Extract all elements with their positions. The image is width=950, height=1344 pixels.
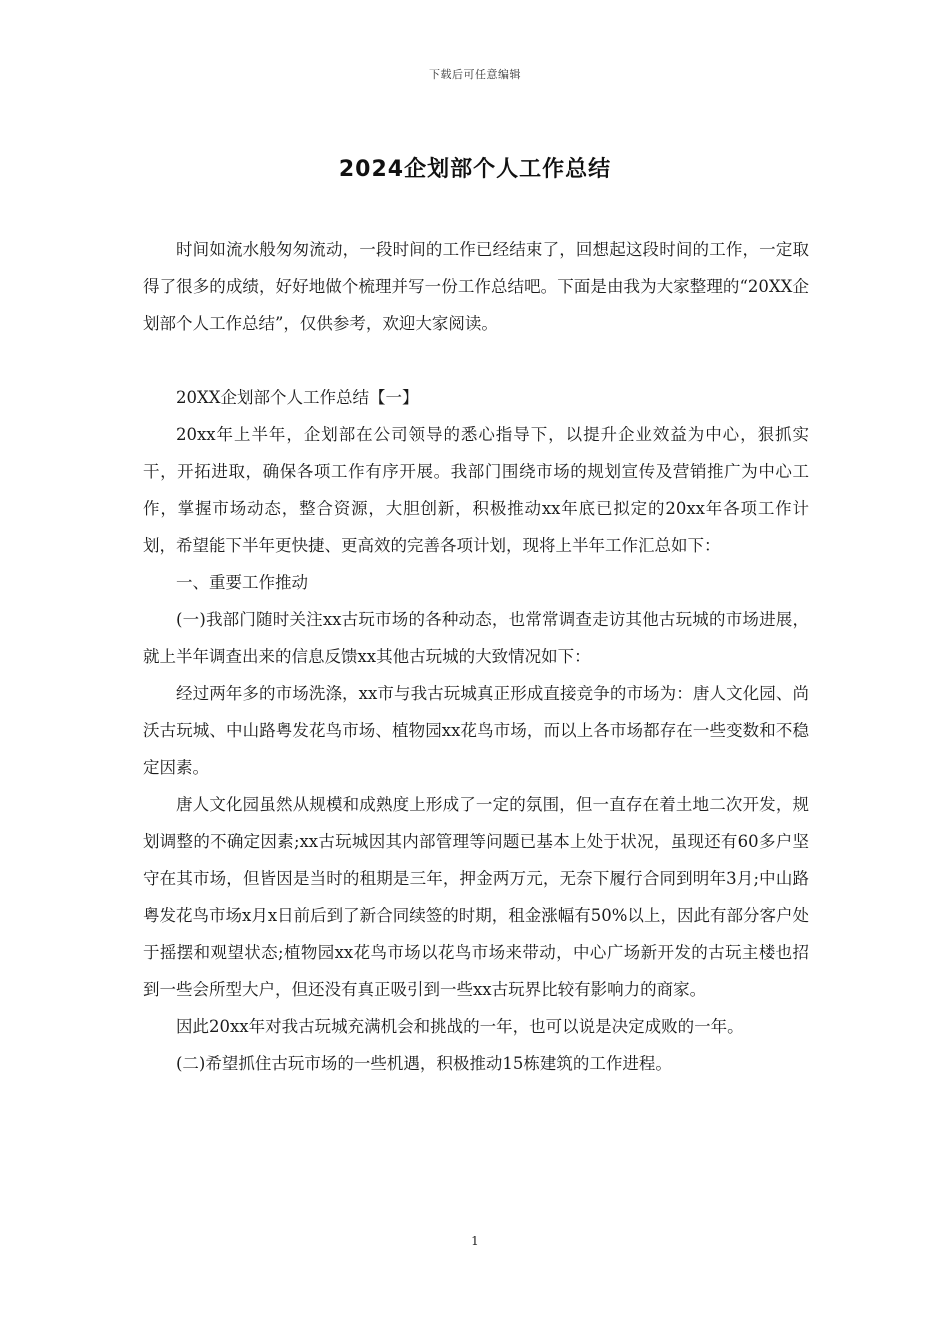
subsection-heading: 一、重要工作推动 xyxy=(176,573,308,592)
intro-paragraph: 时间如流水般匆匆流动，一段时间的工作已经结束了，回想起这段时间的工作，一定取得了很多的成绩，好好地做个梳理并写一份工作总结吧。下面是由我为大家整理的“20XX企划部个人工作总结”，仅供参考，欢迎大家阅读。 xyxy=(143,240,809,333)
page-number: 1 xyxy=(471,1234,479,1248)
body-paragraph: (二)希望抓住古玩市场的一些机遇，积极推动15栋建筑的工作进程。 xyxy=(176,1054,672,1073)
body-paragraph: 唐人文化园虽然从规模和成熟度上形成了一定的氛围，但一直存在着土地二次开发，规划调整的不确定因素;xx古玩城因其内部管理等问题已基本上处于状况，虽现还有60多户坚守在其市场，但皆因是当时的租期是三年，押金两万元，无奈下履行合同到明年3月;中山路粤发花鸟市场x月x日前后到了新合同续签的时期，租金涨幅有50%以上，因此有部分客户处于摇摆和观望状态;植物园xx花鸟市场以花鸟市场来带动，中心广场新开发的古玩主楼也招到一些会所型大户，但还没有真正吸引到一些xx古玩界比较有影响力的商家。 xyxy=(143,795,809,999)
paragraph-spacer xyxy=(143,342,809,379)
document-body xyxy=(143,231,809,1082)
body-paragraph: (一)我部门随时关注xx古玩市场的各种动态，也常常调查走访其他古玩城的市场进展，就上半年调查出来的信息反馈xx其他古玩城的大致情况如下： xyxy=(143,610,809,666)
body-paragraph: 20xx年上半年，企划部在公司领导的悉心指导下，以提升企业效益为中心，狠抓实干，开拓进取，确保各项工作有序开展。我部门围绕市场的规划宣传及营销推广为中心工作，掌握市场动态，整合资源，大胆创新，积极推动xx年底已拟定的20xx年各项工作计划，希望能下半年更快捷、更高效的完善各项计划，现将上半年工作汇总如下： xyxy=(143,425,809,555)
body-paragraph: 经过两年多的市场洗涤，xx市与我古玩城真正形成直接竞争的市场为：唐人文化园、尚沃古玩城、中山路粤发花鸟市场、植物园xx花鸟市场，而以上各市场都存在一些变数和不稳定因素。 xyxy=(143,684,809,777)
body-paragraph: 因此20xx年对我古玩城充满机会和挑战的一年，也可以说是决定成败的一年。 xyxy=(176,1017,744,1036)
document-title: 2024企划部个人工作总结 xyxy=(338,157,612,182)
header-note: 下载后可任意编辑 xyxy=(429,68,521,81)
section-heading: 20XX企划部个人工作总结【一】 xyxy=(176,388,419,407)
